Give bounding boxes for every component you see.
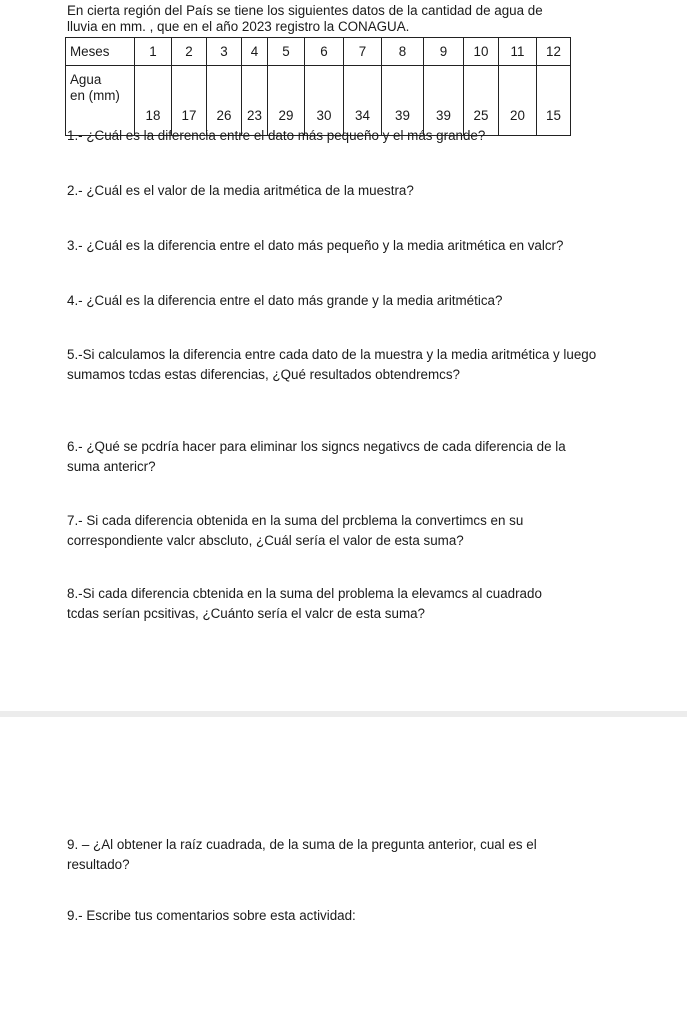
value-cell: 20 — [499, 66, 537, 136]
row-label-line-2: en (mm) — [70, 88, 120, 103]
month-cell: 1 — [135, 38, 172, 66]
question-9: 9. – ¿Al obtener la raíz cuadrada, de la suma de la pregunta anterior, cual es el resultado? — [67, 837, 537, 872]
question-5: 5.-Si calculamos la diferencia entre cada dato de la muestra y la media aritmética y luego sumamos tcdas estas diferencias, ¿Qué resultados obtendremcs? — [67, 347, 597, 382]
month-cell: 11 — [499, 38, 537, 66]
month-cell: 8 — [382, 38, 424, 66]
month-cell: 2 — [172, 38, 207, 66]
page-divider — [0, 711, 687, 717]
table-header-row — [66, 38, 571, 66]
table-values-row — [66, 66, 571, 136]
month-cell: 7 — [344, 38, 382, 66]
table-header-label: Meses — [66, 38, 135, 66]
value-cell: 30 — [305, 66, 344, 136]
value-cell: 34 — [344, 66, 382, 136]
value-cell: 39 — [424, 66, 464, 136]
value-cell: 18 — [135, 66, 172, 136]
question-10: 9.- Escribe tus comentarios sobre esta actividad: — [67, 908, 356, 923]
intro-paragraph — [67, 3, 667, 35]
question-4: 4.- ¿Cuál es la diferencia entre el dato más grande y la media aritmética? — [67, 293, 503, 308]
question-7: 7.- Si cada diferencia obtenida en la suma del prcblema la convertimcs en su correspondiente valcr abscluto, ¿Cuál sería el valor de esta suma? — [67, 513, 524, 548]
row-label-line-1: Agua — [70, 72, 102, 87]
value-cell: 23 — [242, 66, 268, 136]
value-cell: 26 — [207, 66, 242, 136]
month-cell: 10 — [464, 38, 499, 66]
value-cell: 29 — [268, 66, 305, 136]
month-cell: 6 — [305, 38, 344, 66]
intro-line-1: En cierta región del País se tiene los siguientes datos de la cantidad de agua de — [67, 3, 543, 18]
question-2: 2.- ¿Cuál es el valor de la media aritmética de la muestra? — [67, 183, 414, 198]
month-cell: 4 — [242, 38, 268, 66]
value-cell: 25 — [464, 66, 499, 136]
table-row-label — [66, 66, 135, 136]
question-8: 8.-Si cada diferencia cbtenida en la suma del problema la elevamcs al cuadrado tcdas serían pcsitivas, ¿Cuánto sería el valcr de esta suma? — [67, 586, 542, 621]
question-1: 1.- ¿Cuál es la diferencia entre el dato más pequeño y el más grande? — [67, 128, 486, 143]
intro-line-2: lluvia en mm. , que en el año 2023 registro la CONAGUA. — [67, 19, 410, 34]
question-3: 3.- ¿Cuál es la diferencia entre el dato más pequeño y la media aritmética en valcr? — [67, 238, 564, 253]
value-cell: 39 — [382, 66, 424, 136]
month-cell: 12 — [537, 38, 571, 66]
month-cell: 3 — [207, 38, 242, 66]
value-cell: 17 — [172, 66, 207, 136]
month-cell: 5 — [268, 38, 305, 66]
value-cell: 15 — [537, 66, 571, 136]
rainfall-table — [65, 37, 571, 136]
month-cell: 9 — [424, 38, 464, 66]
question-6: 6.- ¿Qué se pcdría hacer para eliminar los signcs negativcs de cada diferencia de la suma antericr? — [67, 439, 566, 474]
